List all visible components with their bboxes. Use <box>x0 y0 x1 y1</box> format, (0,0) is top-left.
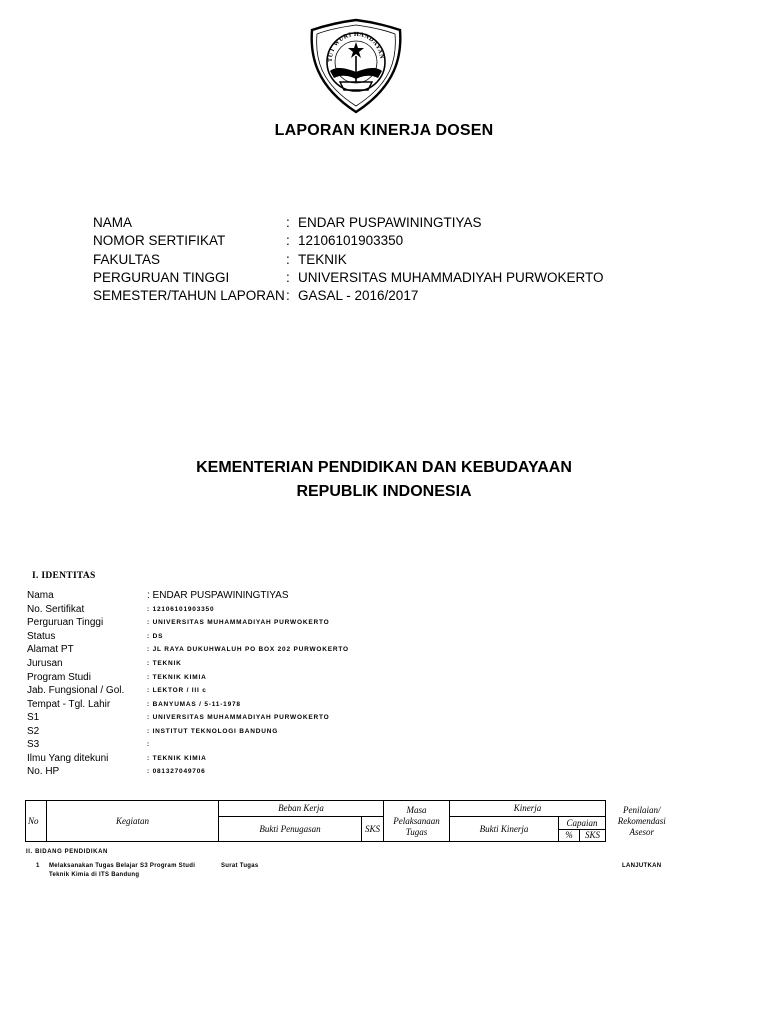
activity-rekomendasi: LANJUTKAN <box>622 863 662 869</box>
id-row <box>27 724 349 738</box>
id-value: : ENDAR PUSPAWININGTIYAS <box>147 590 289 602</box>
id-row <box>27 630 349 644</box>
info-label: SEMESTER/TAHUN LAPORAN <box>93 288 285 304</box>
report-title: LAPORAN KINERJA DOSEN <box>274 122 494 139</box>
id-label: Jurusan <box>27 658 63 669</box>
info-separator: : <box>286 288 290 304</box>
info-row-fakultas <box>93 251 604 269</box>
info-row-perguruan <box>93 269 604 287</box>
col-no: No <box>26 801 47 842</box>
col-sks-capaian: SKS <box>580 830 606 842</box>
activity-description <box>49 862 195 880</box>
info-label: NOMOR SERTIFIKAT <box>93 233 226 249</box>
id-row <box>27 697 349 711</box>
info-row-nama <box>93 214 604 232</box>
info-value: GASAL - 2016/2017 <box>298 288 419 304</box>
id-value: : DS <box>147 632 164 640</box>
id-label: No. Sertifikat <box>27 603 85 615</box>
activity-bukti: Surat Tugas <box>221 863 259 869</box>
id-row <box>27 765 349 779</box>
tut-wuri-handayani-logo <box>306 16 406 116</box>
identitas-list <box>27 589 349 779</box>
id-value: : 12106101903350 <box>147 605 215 613</box>
id-row <box>27 643 349 657</box>
activity-no: 1 <box>36 863 40 869</box>
id-label: Program Studi <box>27 671 91 683</box>
col-sks: SKS <box>362 817 384 842</box>
id-row <box>27 711 349 725</box>
identitas-heading: I. IDENTITAS <box>32 571 96 581</box>
id-label: Nama <box>27 590 54 602</box>
logo-motto: TUT WURI HANDAYAN <box>326 30 386 63</box>
info-value: UNIVERSITAS MUHAMMADIYAH PURWOKERTO <box>298 269 604 285</box>
id-row <box>27 738 349 752</box>
info-value: TEKNIK <box>298 251 347 267</box>
col-kinerja: Kinerja <box>450 801 606 817</box>
info-label: FAKULTAS <box>93 251 161 267</box>
id-label: Tempat - Tgl. Lahir <box>27 698 111 710</box>
id-label: S3 <box>27 739 40 751</box>
id-value: : UNIVERSITAS MUHAMMADIYAH PURWOKERTO <box>147 714 330 722</box>
ministry-heading <box>0 456 768 504</box>
id-row <box>27 603 349 617</box>
info-row-sertifikat <box>93 232 604 250</box>
id-label: Alamat PT <box>27 644 74 656</box>
id-row <box>27 657 349 671</box>
id-label: S1 <box>27 712 40 724</box>
id-row <box>27 670 349 684</box>
id-row <box>27 616 349 630</box>
lecturer-info <box>93 214 604 305</box>
id-value: : LEKTOR / III c <box>147 687 207 695</box>
id-row <box>27 752 349 766</box>
id-value: : 081327049706 <box>147 768 206 776</box>
id-value: : JL RAYA DUKUHWALUH PO BOX 202 PURWOKERTO <box>147 646 349 654</box>
col-bukti-kinerja: Bukti Kinerja <box>450 817 559 842</box>
col-penilaian: Penilaian/ Rekomendasi Asesor <box>617 804 666 837</box>
ministry-line: KEMENTERIAN PENDIDIKAN DAN KEBUDAYAAN <box>196 459 572 476</box>
info-row-semester <box>93 287 604 305</box>
col-beban-kerja: Beban Kerja <box>219 801 384 817</box>
info-value: 12106101903350 <box>298 233 404 249</box>
id-value: : TEKNIK <box>147 660 182 667</box>
id-row <box>27 589 349 603</box>
col-masa: Masa Pelaksanaan Tugas <box>384 801 450 842</box>
kegiatan-table <box>25 800 678 842</box>
id-row <box>27 684 349 698</box>
info-separator: : <box>286 215 290 230</box>
id-value: : TEKNIK KIMIA <box>147 754 207 762</box>
id-value: : INSTITUT TEKNOLOGI BANDUNG <box>147 727 279 735</box>
activity-desc-line: Teknik Kimia di ITS Bandung <box>49 872 140 878</box>
id-value: : UNIVERSITAS MUHAMMADIYAH PURWOKERTO <box>147 619 330 627</box>
id-label: Status <box>27 630 56 642</box>
col-kegiatan: Kegiatan <box>47 801 219 842</box>
id-label: Perguruan Tinggi <box>27 617 104 629</box>
info-separator: : <box>286 233 290 249</box>
activity-desc-line: Melaksanakan Tugas Belajar S3 Program Studi <box>49 863 196 869</box>
id-label: Jab. Fungsional / Gol. <box>27 685 125 697</box>
col-bukti-penugasan: Bukti Penugasan <box>219 817 362 842</box>
bidang-pendidikan-heading: II. BIDANG PENDIDIKAN <box>26 849 108 855</box>
country-line: REPUBLIK INDONESIA <box>296 483 472 500</box>
id-value: : <box>147 741 150 749</box>
id-value: : TEKNIK KIMIA <box>147 673 207 681</box>
id-label: No. HP <box>27 766 60 778</box>
id-value: : BANYUMAS / 5-11-1978 <box>147 700 241 708</box>
col-capaian: Capaian <box>559 817 606 830</box>
id-label: S2 <box>27 725 40 737</box>
info-label: NAMA <box>93 215 133 230</box>
id-label: Ilmu Yang ditekuni <box>27 752 109 764</box>
info-separator: : <box>286 251 290 267</box>
info-separator: : <box>286 269 290 285</box>
col-persen: % <box>559 830 580 842</box>
info-value: ENDAR PUSPAWININGTIYAS <box>298 215 482 230</box>
info-label: PERGURUAN TINGGI <box>93 269 230 285</box>
